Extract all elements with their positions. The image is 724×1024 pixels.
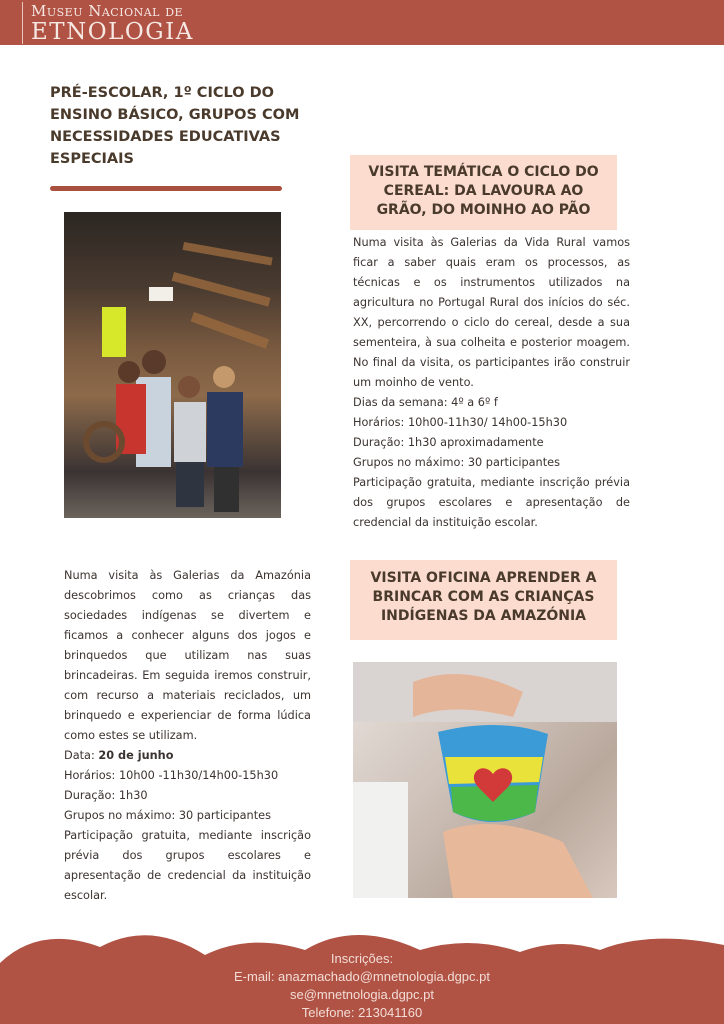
visit1-duration: Duração: 1h30 aproximadamente [353,436,544,449]
visit2-date [64,746,311,766]
visit1-hours: Horários: 10h00-11h30/ 14h00-15h30 [353,416,568,429]
divider [50,186,282,191]
visit1-days: Dias da semana: 4º a 6º f [353,396,498,409]
visit2-title: VISITA OFICINA APRENDER A BRINCAR COM AS CRIANÇAS INDÍGENAS DA AMAZÓNIA [370,570,597,624]
visit1-description: Numa visita às Galerias da Vida Rural vamos ficar a saber quais eram os processos, as técnicas e os instrumentos utilizados na agricultura no Portugal Rural dos inícios do séc. XX, percorrendo o ciclo do cereal, desde a sua sementeira, à sua colheita e posterior moagem. No final da visita, os participantes irão construir um moinho de vento. [353,236,630,389]
photo-illustration [353,662,617,898]
visit1-title: VISITA TEMÁTICA O CICLO DO CEREAL: DA LAVOURA AO GRÃO, DO MOINHO AO PÃO [368,164,599,218]
footer-label: Inscrições: [330,951,394,966]
footer-contacts [0,950,724,1022]
visit2-participation: Participação gratuita, mediante inscrição prévia dos grupos escolares e apresentação de credencial da instituição escolar. [64,829,311,902]
visit1-groups: Grupos no máximo: 30 participantes [353,456,560,469]
visit2-title-box [350,560,617,640]
visit2-description: Numa visita às Galerias da Amazónia descobrimos como as crianças das sociedades indígenas se divertem e ficamos a conhecer alguns dos jogos e brinquedos que utilizam nas suas brincadeiras. Em seguida iremos construir, com recurso a materiais reciclados, um brinquedo e experienciar de forma lúdica como estes se utilizam. [64,569,311,742]
photo-workshop-craft [353,662,617,898]
footer-phone: Telefone: 213041160 [301,1005,423,1020]
visit2-hours: Horários: 10h00 -11h30/14h00-15h30 [64,769,279,782]
visit1-title-box [350,155,617,230]
audience-title: PRÉ-ESCOLAR, 1º CICLO DO ENSINO BÁSICO, GRUPOS COM NECESSIDADES EDUCATIVAS ESPECIAIS [50,85,300,167]
header [0,0,724,45]
visit2-duration: Duração: 1h30 [64,789,148,802]
visit2-details [64,566,311,906]
photo-rural-gallery-visit [64,212,281,518]
visit1-details [353,233,630,533]
footer-email1[interactable]: E-mail: anazmachado@mnetnologia.dgpc.pt [233,969,490,984]
footer-email2[interactable]: se@mnetnologia.dgpc.pt [289,987,434,1002]
logo-line1: Museu Nacional de [31,2,184,20]
visit2-groups: Grupos no máximo: 30 participantes [64,809,271,822]
logo-line2: ETNOLOGIA [31,19,194,45]
museum-logo [22,2,194,44]
photo-illustration [64,212,281,518]
visit1-participation: Participação gratuita, mediante inscrição prévia dos grupos escolares e apresentação de credencial da instituição escolar. [353,476,630,529]
date-value: 20 de junho [98,749,174,762]
date-label: Data: [64,749,99,762]
